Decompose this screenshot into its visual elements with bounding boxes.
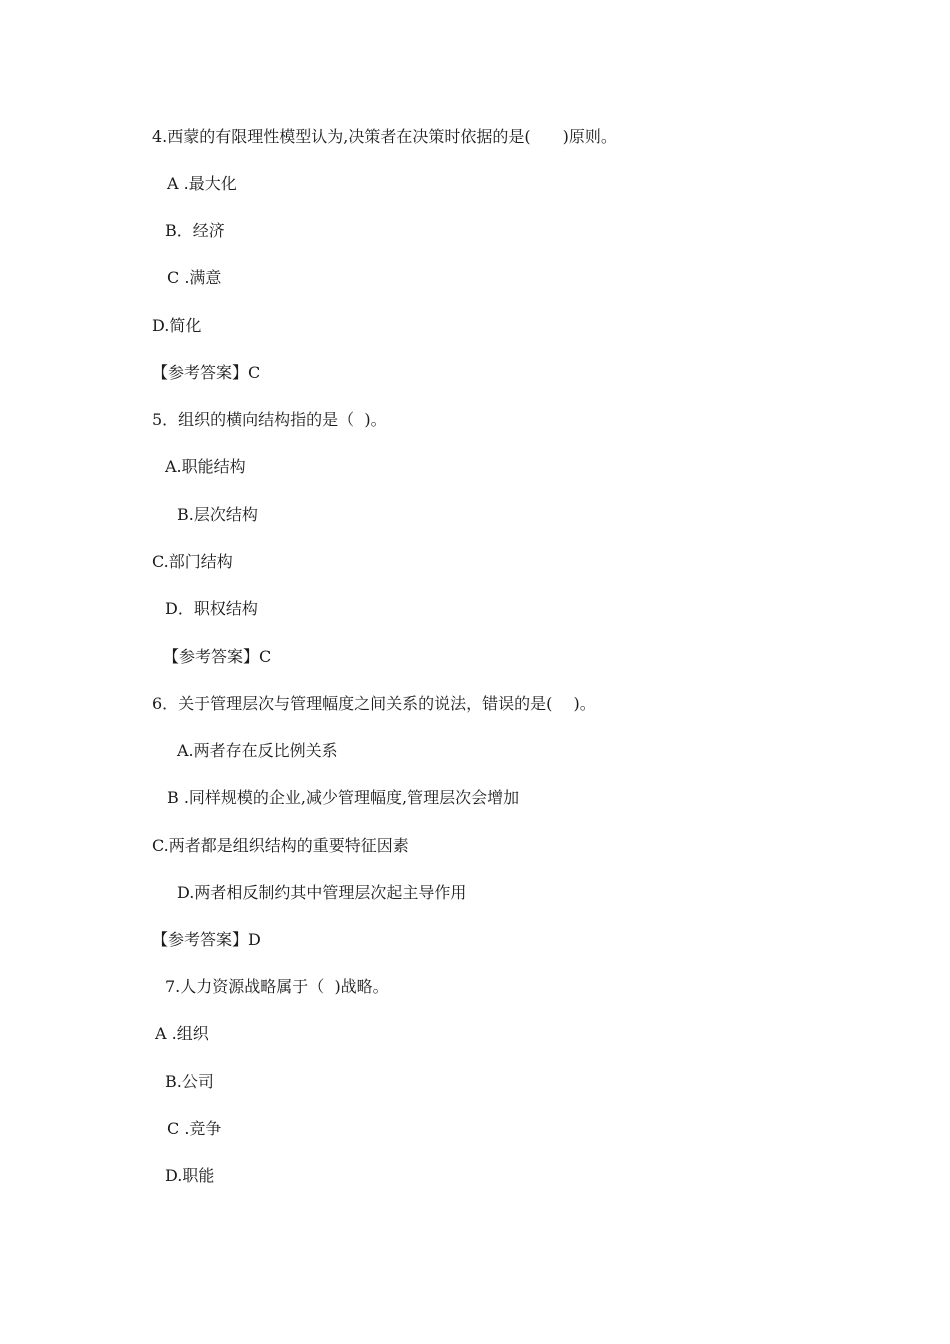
question-5-option-d: D．职权结构	[165, 599, 258, 618]
question-6-option-c: C.两者都是组织结构的重要特征因素	[152, 836, 409, 855]
question-7-option-c: C .竞争	[167, 1119, 222, 1138]
question-6-option-b: B .同样规模的企业,减少管理幅度,管理层次会增加	[167, 788, 520, 807]
question-5-option-c: C.部门结构	[152, 552, 233, 571]
question-5-stem: 5．组织的横向结构指的是（ )。	[152, 410, 387, 429]
question-4-option-d: D.简化	[152, 316, 202, 335]
question-4-option-b: B．经济	[165, 221, 225, 240]
question-7-stem: 7.人力资源战略属于（ )战略。	[165, 977, 389, 996]
question-7-option-a: A .组织	[155, 1024, 209, 1043]
question-6-answer: 【参考答案】D	[152, 930, 261, 949]
question-6-option-d: D.两者相反制约其中管理层次起主导作用	[177, 883, 467, 902]
question-5-answer: 【参考答案】C	[163, 647, 272, 666]
question-4-option-c: C .满意	[167, 268, 222, 287]
question-4-answer: 【参考答案】C	[152, 363, 261, 382]
question-7-option-b: B.公司	[165, 1072, 214, 1091]
question-5-option-a: A.职能结构	[165, 457, 246, 476]
question-4-stem: 4.西蒙的有限理性模型认为,决策者在决策时依据的是( )原则。	[152, 127, 617, 146]
question-7-option-d: D.职能	[165, 1166, 215, 1185]
question-6-option-a: A.两者存在反比例关系	[177, 741, 338, 760]
question-6-stem: 6．关于管理层次与管理幅度之间关系的说法，错误的是( )。	[152, 694, 596, 713]
question-5-option-b: B.层次结构	[177, 505, 258, 524]
question-4-option-a: A .最大化	[167, 174, 237, 193]
